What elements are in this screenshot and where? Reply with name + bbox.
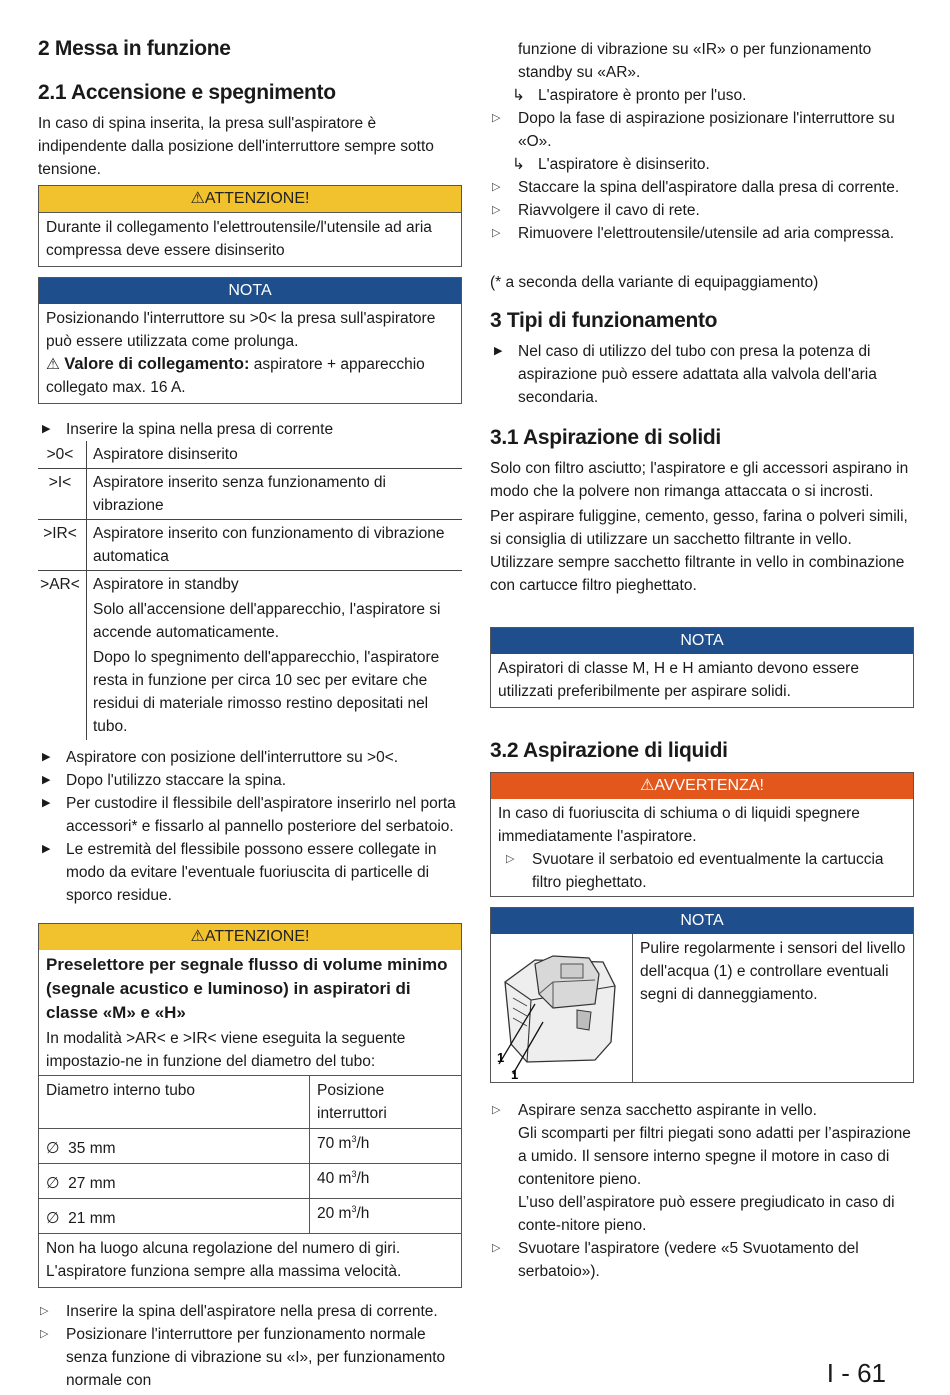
list-item: ▷ Posizionare l'interruttore per funzionamento normale senza funzione di vibrazione su «I», per funzionamento normale con xyxy=(38,1323,462,1392)
steps-continued: funzione di vibrazione su «IR» o per funzionamento standby su «AR». xyxy=(518,41,872,81)
note-body xyxy=(39,304,461,403)
warning-triangle-icon: ⚠ xyxy=(640,777,655,794)
step-triangle-icon: ▷ xyxy=(492,1242,501,1254)
warning-header: ⚠AVVERTENZA! xyxy=(491,773,913,799)
attention-box-2 xyxy=(38,923,462,1288)
result-item: ↳ L'aspiratore è pronto per l'uso. xyxy=(490,84,914,107)
subsection-title: 2.1 Accensione e spegnimento xyxy=(38,81,336,104)
subsection-title-31: 3.1 Aspirazione di solidi xyxy=(490,426,721,449)
list-item: ▷ Inserire la spina dell'aspiratore nella presa di corrente. xyxy=(38,1300,462,1323)
table-row: ∅ 27 mm 40 $m^3/h$ xyxy=(39,1164,461,1199)
callout-label: 1 xyxy=(511,1067,519,1082)
result-item: ↳ L'aspiratore è disinserito. xyxy=(490,153,914,176)
attention-header: ⚠ATTENZIONE! xyxy=(39,186,461,212)
bullet-list xyxy=(38,746,462,907)
steps-list xyxy=(490,176,914,245)
list-item: ▶ Le estremità del flessibile possono essere collegate in modo da evitare l'eventuale fuoriuscita di particelle di sporco residue. xyxy=(38,838,462,907)
note-text: Posizionando l'interruttore su >0< la presa sull'aspiratore può essere utilizzata come prolunga. xyxy=(46,310,436,350)
note-box-1 xyxy=(38,277,462,404)
switch-modes-table xyxy=(38,441,462,740)
list-item: ▷ Staccare la spina dell'aspiratore dalla presa di corrente. xyxy=(490,176,914,199)
result-arrow-icon: ↳ xyxy=(512,87,525,104)
vacuum-sensor-illustration xyxy=(491,934,633,1082)
intro-text: In caso di spina inserita, la presa sull'aspiratore è indipendente dalla posizione dell'interruttore sempre sotto tensione. xyxy=(38,115,434,178)
attention-body: Durante il collegamento l'elettroutensile/l'utensile ad aria compressa deve essere disinserito xyxy=(39,212,461,266)
table-row: ∅ 21 mm 20 $m^3/h$ xyxy=(39,1199,461,1234)
list-item: ▷ Dopo la fase di aspirazione posizionare l'interruttore su «O». xyxy=(490,107,914,153)
bullet-icon: ▶ xyxy=(42,797,51,809)
warning-box xyxy=(490,772,914,897)
step-triangle-icon: ▷ xyxy=(40,1328,49,1340)
warning-triangle-icon: ⚠ xyxy=(46,356,60,373)
diameter-table xyxy=(39,1075,461,1234)
callout-label: 1 xyxy=(497,1050,505,1065)
attention-text: In modalità >AR< e >IR< viene eseguita la seguente impostazio-ne in funzione del diametro del tubo: xyxy=(46,1030,406,1070)
note-header: NOTA xyxy=(491,628,913,654)
note-header: NOTA xyxy=(491,908,913,934)
list-item: ▷ Riavvolgere il cavo di rete. xyxy=(490,199,914,222)
note-box-3 xyxy=(490,907,914,1083)
step-triangle-icon: ▷ xyxy=(492,204,501,216)
section-title-3: 3 Tipi di funzionamento xyxy=(490,309,718,332)
warning-triangle-icon: ⚠ xyxy=(190,190,205,207)
step-triangle-icon: ▷ xyxy=(40,1305,49,1317)
section-title: 2 Messa in funzione xyxy=(38,37,231,60)
attention-header: ⚠ATTENZIONE! xyxy=(39,924,461,950)
warning-triangle-icon: ⚠ xyxy=(190,928,205,945)
attention-box-1 xyxy=(38,185,462,267)
step-triangle-icon: ▷ xyxy=(492,1104,501,1116)
step-triangle-icon: ▷ xyxy=(492,181,501,193)
subsection-title-32: 3.2 Aspirazione di liquidi xyxy=(490,739,728,762)
list-item: ▶ Dopo l'utilizzo staccare la spina. xyxy=(38,769,462,792)
left-column xyxy=(38,34,462,1392)
footnote: (* a seconda della variante di equipaggiamento) xyxy=(490,274,819,291)
step-triangle-icon: ▷ xyxy=(506,853,515,865)
mode-row: >AR< Aspiratore in standby Solo all'accensione dell'apparecchio, l'aspiratore si accende automaticamente. Dopo lo spegnimento dell'apparecchio, l'aspiratore resta in funzione per circa 10 sec per evitare che residui di materiale rimosso restino depositati nel tubo. xyxy=(38,571,462,741)
bullet-icon: ▶ xyxy=(42,843,51,855)
bullet-icon: ▶ xyxy=(42,774,51,786)
connection-text: aspiratore + apparecchio collegato max. 16 A. xyxy=(46,356,425,396)
paragraph: Solo con filtro asciutto; l'aspiratore e gli accessori aspirano in modo che la polvere non rimanga attaccata o si incrosti. xyxy=(490,460,909,500)
warning-body: In caso di fuoriuscita di schiuma o di liquidi spegnere immediatamente l'aspiratore. ▷ Svuotare il serbatoio ed eventualmente la cartuccia filtro pieghettato. xyxy=(491,799,913,896)
connection-value xyxy=(46,353,454,399)
diameter-icon: ∅ xyxy=(46,1210,60,1227)
note-header: NOTA xyxy=(39,278,461,304)
table-row: ∅ 35 mm 70 $m^3/h$ xyxy=(39,1129,461,1164)
table-header-row: Diametro interno tubo Posizione interruttori xyxy=(39,1076,461,1129)
mode-row: >0< Aspiratore disinserito xyxy=(38,441,462,469)
note-box-2 xyxy=(490,627,914,708)
mode-row: >I< Aspiratore inserito senza funzionamento di vibrazione xyxy=(38,469,462,520)
page-number: I - 61 xyxy=(826,1358,886,1388)
list-item: ▷ Rimuovere l'elettroutensile/utensile ad aria compressa. xyxy=(490,222,914,245)
steps-list xyxy=(490,1099,914,1283)
steps-list xyxy=(38,1300,462,1392)
list-item: ▶ Aspiratore con posizione dell'interruttore su >0<. xyxy=(38,746,462,769)
paragraph: Per aspirare fuliggine, cemento, gesso, farina o polveri simili, si consiglia di utilizzare un sacchetto filtrante in vello. Utilizzare sempre sacchetto filtrante in vello in combinazione con cartucce filtro pieghettato. xyxy=(490,508,908,594)
step-triangle-icon: ▷ xyxy=(492,227,501,239)
bullet-icon: ▶ xyxy=(494,345,503,357)
result-arrow-icon: ↳ xyxy=(512,156,525,173)
connection-label: Valore di collegamento: xyxy=(64,355,250,373)
right-column xyxy=(490,38,914,1283)
list-item: ▷ Svuotare l'aspiratore (vedere «5 Svuotamento del serbatoio»). xyxy=(490,1237,914,1283)
bullet-icon: ▶ xyxy=(42,751,51,763)
note-body: Pulire regolarmente i sensori del livello dell'acqua (1) e controllare eventuali segni di danneggiamento. xyxy=(640,940,906,1003)
insert-plug-step: ▶ Inserire la spina nella presa di corrente xyxy=(38,418,462,441)
diameter-icon: ∅ xyxy=(46,1175,60,1192)
attention-footer: Non ha luogo alcuna regolazione del numero di giri. L'aspiratore funziona sempre alla massima velocità. xyxy=(46,1240,402,1280)
attention-title: Preselettore per segnale flusso di volume minimo (segnale acustico e luminoso) in aspiratori di classe «M» e «H» xyxy=(46,955,448,1022)
vacuum-container-icon xyxy=(491,934,631,1082)
list-item: ▶ Per custodire il flessibile dell'aspiratore inserirlo nel porta accessori* e fissarlo al pannello posteriore del serbatoio. xyxy=(38,792,462,838)
mode-row: >IR< Aspiratore inserito con funzionamento di vibrazione automatica xyxy=(38,520,462,571)
bullet-icon: ▶ xyxy=(42,423,51,435)
note-body: Aspiratori di classe M, H e H amianto devono essere utilizzati preferibilmente per aspirare solidi. xyxy=(498,660,859,700)
attention-body xyxy=(39,950,461,1075)
step-triangle-icon: ▷ xyxy=(492,112,501,124)
diameter-icon: ∅ xyxy=(46,1140,60,1157)
list-item: ▶ Nel caso di utilizzo del tubo con presa la potenza di aspirazione può essere adattata alla valvola dell'aria secondaria. xyxy=(490,340,914,409)
list-item: ▷ Svuotare il serbatoio ed eventualmente la cartuccia filtro pieghettato. xyxy=(504,848,906,894)
list-item: ▷ Aspirare senza sacchetto aspirante in vello. Gli scomparti per filtri piegati sono adatti per l’aspirazione a umido. Il sensore interno spegne il motore in caso di contenitore pieno. L’uso dell’aspiratore può essere pregiudicato in caso di conte-nitore pieno. xyxy=(490,1099,914,1237)
